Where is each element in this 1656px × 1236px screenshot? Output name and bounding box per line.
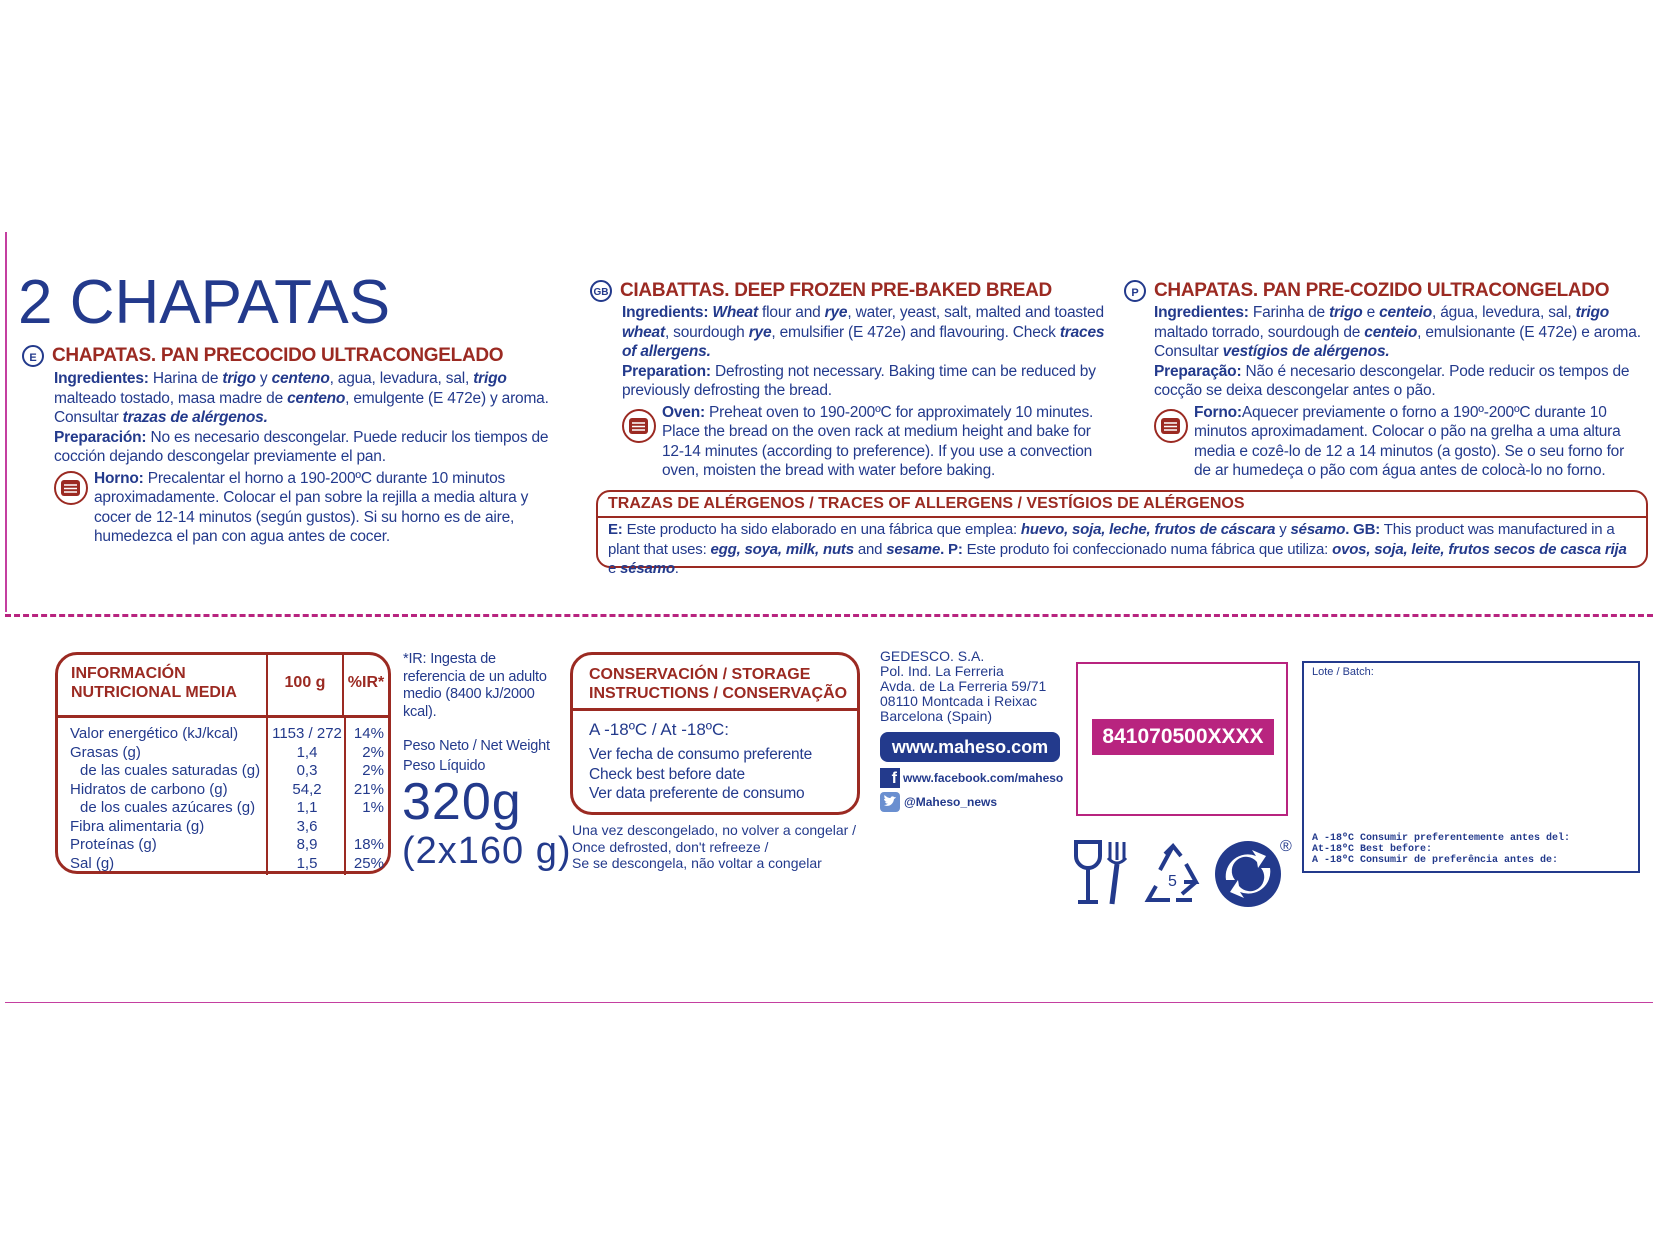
- nutrition-row: Valor energético (kJ/kcal) 1153 / 272 14%: [70, 725, 384, 742]
- storage-temp: A -18ºC / At -18ºC:: [589, 720, 729, 739]
- es-section: [22, 345, 557, 547]
- es-oven-text: Horno: Precalentar el horno a 190-200ºC durante 10 minutos aproximadamente. Colocar el pan sobre la rejilla a media altura y cocer de 12-14 minutos (según gustos). Si su horno es de aire, humedezca el pan con agua antes de cocer.: [94, 469, 529, 545]
- company-address: GEDESCO. S.A. Pol. Ind. La Ferreria Avda. de La Ferreria 59/71 08110 Montcada i Reixac Barcelona (Spain): [880, 648, 1047, 724]
- net-weight-label: Peso Neto / Net Weight: [403, 738, 550, 754]
- allergens-text: E: Este producto ha sido elaborado en una fábrica que emplea: huevo, soja, leche, frutos de cáscara y sésamo. GB: This product was manufactured in a plant that uses: egg, soya, milk, nuts and sesame. P: Este produto foi confeccionado numa fábrica que utiliza: ovos, soja, leite, frutos secos de casca rija e sésamo.: [608, 521, 1627, 577]
- gb-oven-text: Oven: Preheat oven to 190-200ºC for approximately 10 minutes. Place the bread on the oven rack at medium height and bake for 12-14 minutes (according to preference). If you use a convection oven, moisten the bread with water before baking.: [662, 403, 1094, 479]
- facebook-icon: f: [880, 768, 900, 788]
- pt-oven-text: Forno:Aquecer previamente o forno a 190º-200ºC durante 10 minutos aproximadament. Colocar o pão na grelha a uma altura media e cozê-lo de 12 a 14 minutos (a gosto). Se o seu forno for de ar humedeça o pão com água antes de colocà-lo no forno.: [1194, 403, 1625, 479]
- recycle-code: 5: [1168, 873, 1177, 890]
- pt-flag-icon: P: [1124, 280, 1146, 302]
- dashed-separator: [5, 614, 1653, 617]
- storage-note: Una vez descongelado, no volver a congelar / Once defrosted, don't refreeze / Se se descongela, não voltar a congelar: [572, 822, 857, 871]
- twitter-icon: [880, 792, 900, 812]
- registered-mark: ®: [1280, 838, 1292, 855]
- weight-portion: (2x160 g): [402, 830, 572, 872]
- product-title: 2 CHAPATAS: [18, 268, 391, 337]
- pt-preparation: Preparação: Não é necesario descongelar. Pode reducir os tempos de cocção se deixa descongelar antes o pão.: [1154, 362, 1630, 399]
- best-before-gb: At-18ºC Best before:: [1312, 844, 1433, 855]
- barcode-number: 841070500XXXX: [1092, 719, 1274, 755]
- gb-header: CIABATTAS. DEEP FROZEN PRE-BAKED BREAD: [620, 280, 1052, 301]
- net-weight-label-pt: Peso Líquido: [403, 758, 486, 774]
- es-preparation: Preparación: No es necesario descongelar. Puede reducir los tiempos de cocción dejando descongelar previamente el pan.: [54, 428, 549, 465]
- lot-box: [1302, 661, 1640, 873]
- oven-icon: [1154, 409, 1188, 443]
- best-before-es: A -18ºC Consumir preferentemente antes del:: [1312, 833, 1571, 844]
- es-ingredients: Ingredientes: Harina de trigo y centeno, agua, levadura, sal, trigo malteado tostado, masa madre de centeno, emulgente (E 472e) y aroma. Consultar trazas de alérgenos.: [54, 370, 549, 426]
- gb-preparation: Preparation: Defrosting not necessary. Baking time can be reduced by previously defrosting the bread.: [622, 362, 1096, 399]
- bottom-line: [5, 1002, 1653, 1003]
- allergens-title: TRAZAS DE ALÉRGENOS / TRACES OF ALLERGENS / VESTÍGIOS DE ALÉRGENOS: [598, 492, 1646, 518]
- net-weight-value: 320g: [402, 773, 522, 831]
- nutrition-row: Fibra alimentaria (g) 3,6: [70, 817, 318, 835]
- storage-title-2: INSTRUCTIONS / CONSERVAÇÃO: [589, 685, 848, 702]
- nutrition-col-100g: 100 g: [268, 655, 344, 715]
- pt-ingredients: Ingredientes: Farinha de trigo e centeio, água, levedura, sal, trigo maltado torrado, sourdough de centeio, emulsionante (E 472e) e aroma. Consultar vestígios de alérgenos.: [1154, 304, 1641, 360]
- gb-flag-icon: GB: [590, 280, 612, 302]
- nutrition-row: Proteínas (g) 8,9 18%: [70, 836, 384, 853]
- es-flag-icon: E: [22, 345, 44, 367]
- nutrition-col-ir: %IR*: [347, 674, 385, 691]
- nutrition-row: Hidratos de carbono (g) 54,2 21%: [70, 780, 384, 798]
- oven-icon: [54, 471, 88, 505]
- nutrition-title-2: NUTRICIONAL MEDIA: [71, 684, 237, 701]
- gb-section: [593, 280, 1116, 481]
- storage-box: [570, 652, 860, 815]
- glass-fork-icon: [1072, 838, 1134, 913]
- nutrition-row: de las cuales saturadas (g) 0,3 2%: [80, 762, 384, 779]
- nutrition-table: [55, 652, 391, 874]
- lot-label: Lote / Batch:: [1312, 666, 1374, 678]
- pt-header: CHAPATAS. PAN PRE-COZIDO ULTRACONGELADO: [1154, 280, 1610, 301]
- green-dot-icon: [1212, 838, 1284, 915]
- nutrition-title-1: INFORMACIÓN: [71, 665, 186, 682]
- storage-line-3: Ver data preferente de consumo: [589, 785, 805, 802]
- es-header: CHAPATAS. PAN PRECOCIDO ULTRACONGELADO: [52, 345, 504, 366]
- facebook-row[interactable]: f www.facebook.com/maheso: [880, 768, 1063, 788]
- nutrition-row: Sal (g) 1,5 25%: [70, 854, 384, 872]
- best-before-pt: A -18ºC Consumir de preferência antes de:: [1312, 855, 1559, 866]
- left-border: [5, 232, 7, 612]
- allergens-box: [596, 490, 1648, 577]
- ir-note: *IR: Ingesta de referencia de un adulto medio (8400 kJ/2000 kcal).: [403, 651, 547, 720]
- nutrition-row: de los cuales azúcares (g) 1,1 1%: [80, 799, 384, 816]
- storage-line-1: Ver fecha de consumo preferente: [589, 746, 813, 763]
- twitter-row[interactable]: @Maheso_news: [880, 792, 997, 812]
- storage-line-2: Check best before date: [589, 765, 745, 783]
- gb-ingredients: Ingredients: Wheat flour and rye, water, yeast, salt, malted and toasted wheat, sourdough rye, emulsifier (E 472e) and flavouring. Check traces of allergens.: [622, 304, 1105, 360]
- website-link[interactable]: www.maheso.com: [880, 732, 1060, 762]
- recycle-5-icon: [1140, 842, 1206, 913]
- oven-icon: [622, 409, 656, 443]
- nutrition-row: Grasas (g) 1,4 2%: [70, 743, 384, 761]
- pt-section: [1124, 280, 1644, 481]
- storage-title-1: CONSERVACIÓN / STORAGE: [589, 666, 811, 683]
